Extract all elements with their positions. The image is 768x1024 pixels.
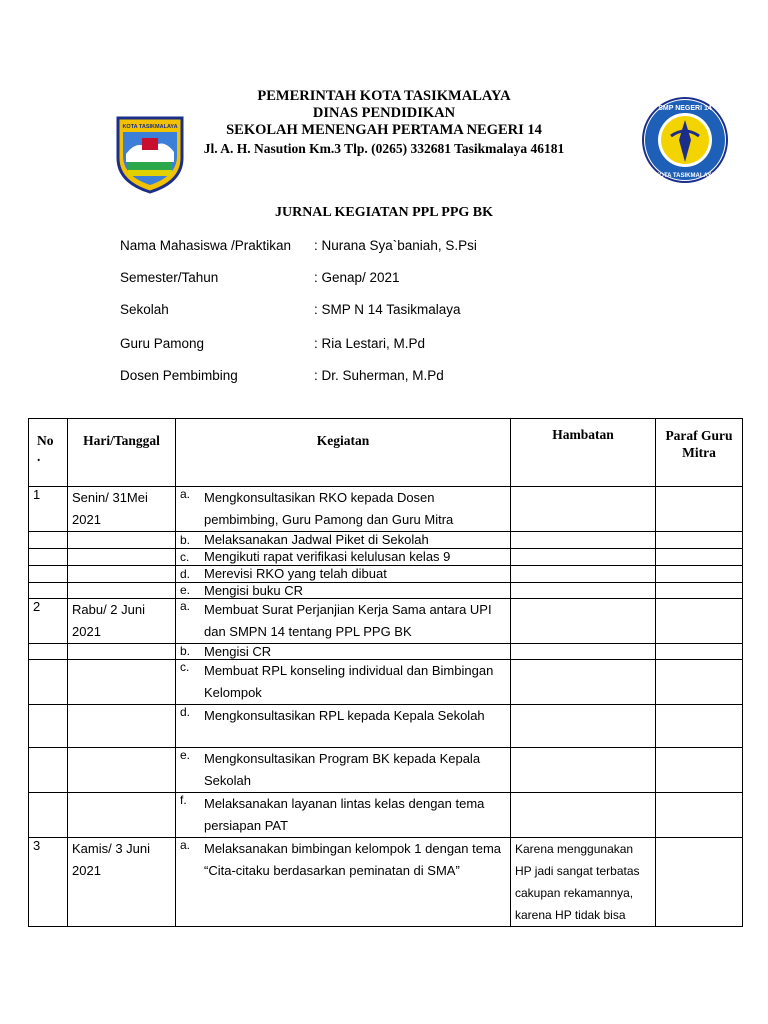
header-date: Hari/Tanggal bbox=[68, 419, 176, 487]
info-value: : Ria Lestari, M.Pd bbox=[314, 336, 426, 351]
row-date bbox=[68, 793, 176, 838]
row-obstacle bbox=[511, 532, 656, 549]
row-sign bbox=[656, 599, 743, 644]
row-date: Senin/ 31Mei 2021 bbox=[68, 487, 176, 532]
row-activity bbox=[176, 838, 511, 927]
header-line-address: Jl. A. H. Nasution Km.3 Tlp. (0265) 332681 Tasikmalaya 46181 bbox=[203, 141, 565, 156]
activity-text: Mengkonsultasikan RPL kepada Kepala Sekolah bbox=[204, 708, 485, 723]
info-label: Sekolah bbox=[120, 302, 169, 317]
header-no-text: No bbox=[37, 433, 54, 448]
row-activity bbox=[176, 748, 511, 793]
table-row bbox=[29, 644, 743, 660]
table-row bbox=[29, 793, 743, 838]
table-row bbox=[29, 599, 743, 644]
table-row bbox=[29, 487, 743, 532]
row-no bbox=[29, 748, 68, 793]
activity-letter: c. bbox=[180, 660, 190, 674]
activity-text: Mengikuti rapat verifikasi kelulusan kelas 9 bbox=[204, 549, 451, 564]
activity-letter: a. bbox=[180, 599, 191, 613]
row-activity bbox=[176, 644, 511, 660]
info-value: : Nurana Sya`baniah, S.Psi bbox=[314, 238, 477, 253]
row-activity bbox=[176, 660, 511, 705]
row-date bbox=[68, 532, 176, 549]
activity-text: Melaksanakan bimbingan kelompok 1 dengan tema “Cita-citaku berdasarkan peminatan di SMA” bbox=[204, 841, 502, 878]
row-obstacle bbox=[511, 487, 656, 532]
row-no bbox=[29, 660, 68, 705]
city-emblem-text: KOTA TASIKMALAYA bbox=[122, 124, 178, 130]
info-label: Dosen Pembimbing bbox=[120, 368, 238, 383]
table-row bbox=[29, 532, 743, 549]
document-title: JURNAL KEGIATAN PPL PPG BK bbox=[274, 205, 494, 220]
table-row bbox=[29, 583, 743, 599]
row-sign bbox=[656, 748, 743, 793]
activity-letter: e. bbox=[180, 583, 191, 597]
row-no bbox=[29, 583, 68, 599]
activity-letter: d. bbox=[180, 705, 191, 719]
table-row bbox=[29, 549, 743, 566]
school-emblem-text-top: SMP NEGERI 14 bbox=[658, 105, 712, 112]
activity-letter: f. bbox=[180, 793, 187, 807]
row-date: Rabu/ 2 Juni 2021 bbox=[68, 599, 176, 644]
row-date bbox=[68, 660, 176, 705]
activity-text: Merevisi RKO yang telah dibuat bbox=[204, 566, 387, 581]
info-value: : Dr. Suherman, M.Pd bbox=[314, 368, 444, 383]
row-obstacle bbox=[511, 599, 656, 644]
row-activity bbox=[176, 599, 511, 644]
activity-text: Mengkonsultasikan RKO kepada Dosen pembimbing, Guru Pamong dan Guru Mitra bbox=[204, 490, 454, 527]
row-no bbox=[29, 644, 68, 660]
activity-letter: c. bbox=[180, 550, 190, 564]
city-emblem-icon bbox=[114, 114, 186, 194]
table-header-row bbox=[29, 419, 743, 487]
row-no: 2 bbox=[29, 599, 68, 644]
info-label: Guru Pamong bbox=[120, 336, 205, 351]
row-obstacle bbox=[511, 793, 656, 838]
header-activity: Kegiatan bbox=[176, 419, 511, 487]
info-label: Nama Mahasiswa /Praktikan bbox=[120, 238, 292, 253]
row-activity bbox=[176, 532, 511, 549]
activity-letter: a. bbox=[180, 838, 191, 852]
row-date bbox=[68, 566, 176, 583]
school-emblem-text-bottom: KOTA TASIKMALAYA bbox=[654, 173, 716, 179]
row-sign bbox=[656, 583, 743, 599]
row-sign bbox=[656, 660, 743, 705]
row-sign bbox=[656, 487, 743, 532]
header-no bbox=[29, 419, 68, 487]
row-date: Kamis/ 3 Juni 2021 bbox=[68, 838, 176, 927]
row-sign bbox=[656, 793, 743, 838]
header-sign: Paraf Guru Mitra bbox=[656, 419, 743, 487]
row-sign bbox=[656, 838, 743, 927]
activity-letter: d. bbox=[180, 567, 191, 581]
row-no bbox=[29, 566, 68, 583]
school-emblem-icon bbox=[641, 96, 729, 184]
activity-text: Melaksanakan Jadwal Piket di Sekolah bbox=[204, 532, 429, 547]
row-activity bbox=[176, 487, 511, 532]
row-sign bbox=[656, 644, 743, 660]
journal-table bbox=[28, 418, 743, 927]
row-sign bbox=[656, 549, 743, 566]
activity-text: Mengkonsultasikan Program BK kepada Kepala Sekolah bbox=[204, 751, 481, 788]
row-obstacle bbox=[511, 660, 656, 705]
row-sign bbox=[656, 566, 743, 583]
row-obstacle bbox=[511, 583, 656, 599]
row-no: 1 bbox=[29, 487, 68, 532]
activity-text: Mengisi CR bbox=[204, 644, 272, 659]
row-date bbox=[68, 705, 176, 748]
row-obstacle bbox=[511, 748, 656, 793]
row-obstacle bbox=[511, 644, 656, 660]
table-row bbox=[29, 705, 743, 748]
info-label: Semester/Tahun bbox=[120, 270, 219, 285]
row-no bbox=[29, 532, 68, 549]
row-activity bbox=[176, 566, 511, 583]
row-no: 3 bbox=[29, 838, 68, 927]
table-row bbox=[29, 660, 743, 705]
info-value: : SMP N 14 Tasikmalaya bbox=[314, 302, 461, 317]
row-obstacle bbox=[511, 566, 656, 583]
row-obstacle bbox=[511, 705, 656, 748]
activity-text: Membuat Surat Perjanjian Kerja Sama antara UPI dan SMPN 14 tentang PPL PPG BK bbox=[204, 602, 492, 639]
row-no bbox=[29, 705, 68, 748]
row-activity bbox=[176, 583, 511, 599]
header-line-government: PEMERINTAH KOTA TASIKMALAYA bbox=[257, 88, 511, 104]
row-obstacle: Karena menggunakan HP jadi sangat terbatas cakupan rekamannya, karena HP tidak bisa bbox=[511, 838, 656, 927]
row-obstacle bbox=[511, 549, 656, 566]
info-value: : Genap/ 2021 bbox=[314, 270, 400, 285]
activity-letter: b. bbox=[180, 644, 191, 658]
activity-text: Mengisi buku CR bbox=[204, 583, 303, 598]
row-no bbox=[29, 549, 68, 566]
activity-text: Melaksanakan layanan lintas kelas dengan tema persiapan PAT bbox=[204, 796, 485, 833]
table-row bbox=[29, 838, 743, 927]
activity-letter: b. bbox=[180, 533, 191, 547]
row-activity bbox=[176, 549, 511, 566]
row-sign bbox=[656, 532, 743, 549]
table-row bbox=[29, 566, 743, 583]
header-line-school: SEKOLAH MENENGAH PERTAMA NEGERI 14 bbox=[226, 122, 542, 138]
row-no bbox=[29, 793, 68, 838]
table-row bbox=[29, 748, 743, 793]
activity-letter: a. bbox=[180, 487, 191, 501]
row-date bbox=[68, 748, 176, 793]
activity-text: Membuat RPL konseling individual dan Bimbingan Kelompok bbox=[204, 663, 494, 700]
row-activity bbox=[176, 705, 511, 748]
activity-letter: e. bbox=[180, 748, 191, 762]
row-activity bbox=[176, 793, 511, 838]
header-no-dot: . bbox=[37, 449, 41, 464]
row-sign bbox=[656, 705, 743, 748]
row-date bbox=[68, 583, 176, 599]
header-obstacle: Hambatan bbox=[511, 419, 656, 487]
row-date bbox=[68, 549, 176, 566]
header-line-department: DINAS PENDIDIKAN bbox=[312, 105, 456, 121]
row-date bbox=[68, 644, 176, 660]
